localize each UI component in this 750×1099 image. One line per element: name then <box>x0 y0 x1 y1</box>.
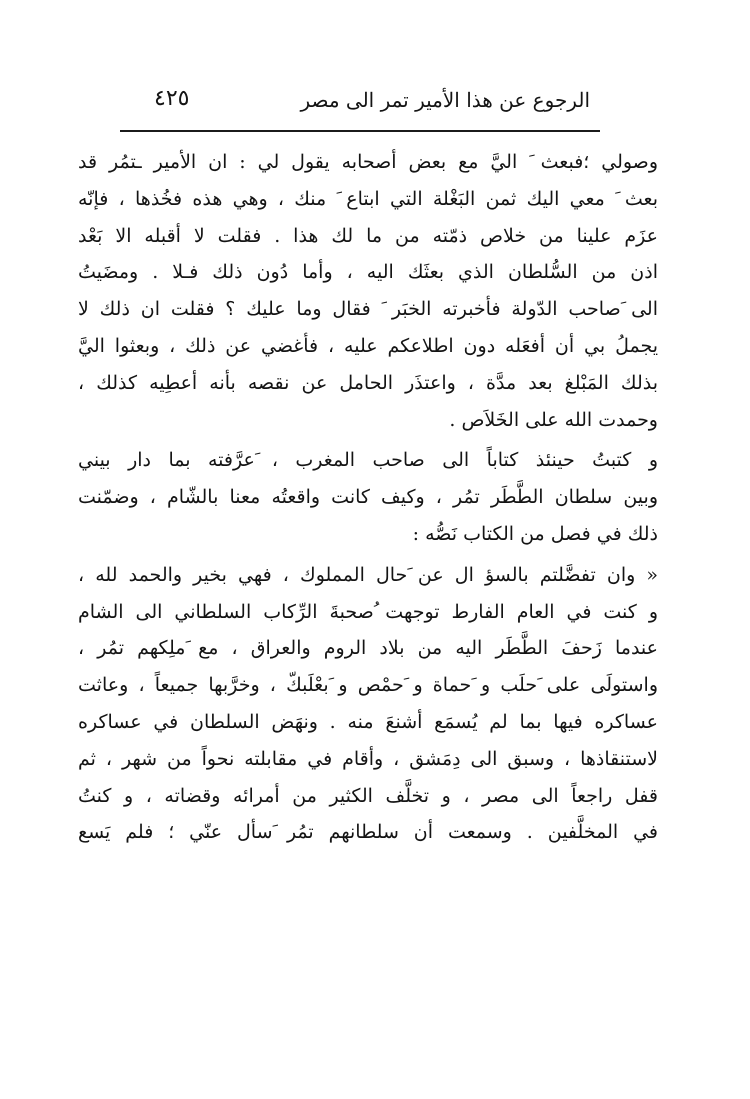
text-line: بذلك المَبْلغ بعد مدَّة ، واعتذَر الحامل عن نقصه بأنه أعطِيه كذلك ، <box>78 371 658 394</box>
text-line: وبين سلطان الطَّطَر تمُر ، وكيف كانت واقعتُه معنا بالشّام ، وضمّنت <box>78 486 658 509</box>
text-line: واستولَى على َحلَب و َحماة و َحمْص و َبعْلَبكّ ، وخرَّبها جميعاً ، وعاثت <box>78 674 658 697</box>
body-text <box>78 144 658 851</box>
text-line: َعساكره فيها بما لم يُسمَع أشنعَ منه . ونهَض السلطان في عساكره <box>78 710 658 733</box>
text-line: وحمدت الله على الخَلاَص . <box>449 408 658 431</box>
header-title: الرجوع عن هذا الأمير تمر الى مصر <box>300 88 590 112</box>
header-rule <box>120 130 600 132</box>
paragraph-1 <box>78 144 658 438</box>
text-line: « وان تفضَّلتم بالسؤ ال عن َحال المملوك ، فهي بخير والحمد لله ، <box>78 563 658 586</box>
text-line: َيجملُ بي أن أفعَله دون اطلاعكم عليه ، فأغضي عن ذلك ، وبعثوا اليَّ <box>78 334 658 357</box>
text-line: و كنت في العام الفارط توجهت ُصحبةَ الرِّكاب السلطاني الى الشام <box>78 600 658 623</box>
text-line: الى َصاحب الدّولة فأخبرته الخبَر َ فقال وما عليك ؟ فقلت ان ذلك لا <box>78 298 658 321</box>
text-line: و كتبتُ حينئذ كتاباً الى صاحب المغرب ، َعرَّفته بما دار بيني <box>78 449 658 472</box>
paragraph-2 <box>78 442 658 552</box>
text-line: لاستنقاذها ، وسبق الى دِمَشق ، وأقام في مقابلته نحواً من شهر ، ثم <box>78 747 658 770</box>
text-line: َعزَم علينا من خلاص ذمّته من ما لك هذا . فقلت لا أقبله الا بَعْد <box>78 224 658 247</box>
text-line: قفل راجعاً الى مصر ، و تخلَّف الكثير من أمرائه وقضاته ، و كنتُ <box>78 784 658 807</box>
text-line: وصولي ؛فبعث َ اليَّ مع بعض أصحابه يقول لي : ان الأمير ـتمُر قد <box>78 151 658 173</box>
text-line: عندما زَحفَ الطَّطَر اليه من بلاد الروم والعراق ، مع َملِكهم تمُر ، <box>78 637 658 660</box>
page-number: ٤٢٥ <box>154 86 190 111</box>
text-line: بعث َ معي اليك ثمن البَغْلة التي ابتاع َ منك ، وهي هذه فخُذها ، فإنّه <box>78 187 658 210</box>
text-line: اذن من السُّلطان الذي بعثَك اليه ، وأما دُون ذلك فـلا . ومضَيتُ <box>78 261 658 284</box>
paragraph-3 <box>78 557 658 851</box>
text-line: ذلك في فصل من الكتاب نَصُّه : <box>412 522 658 545</box>
running-header <box>120 84 590 124</box>
text-line: في المخلَّفين . وسمعت أن سلطانهم تمُر َسأل عنّي ؛ فلم يَسع <box>78 821 658 844</box>
